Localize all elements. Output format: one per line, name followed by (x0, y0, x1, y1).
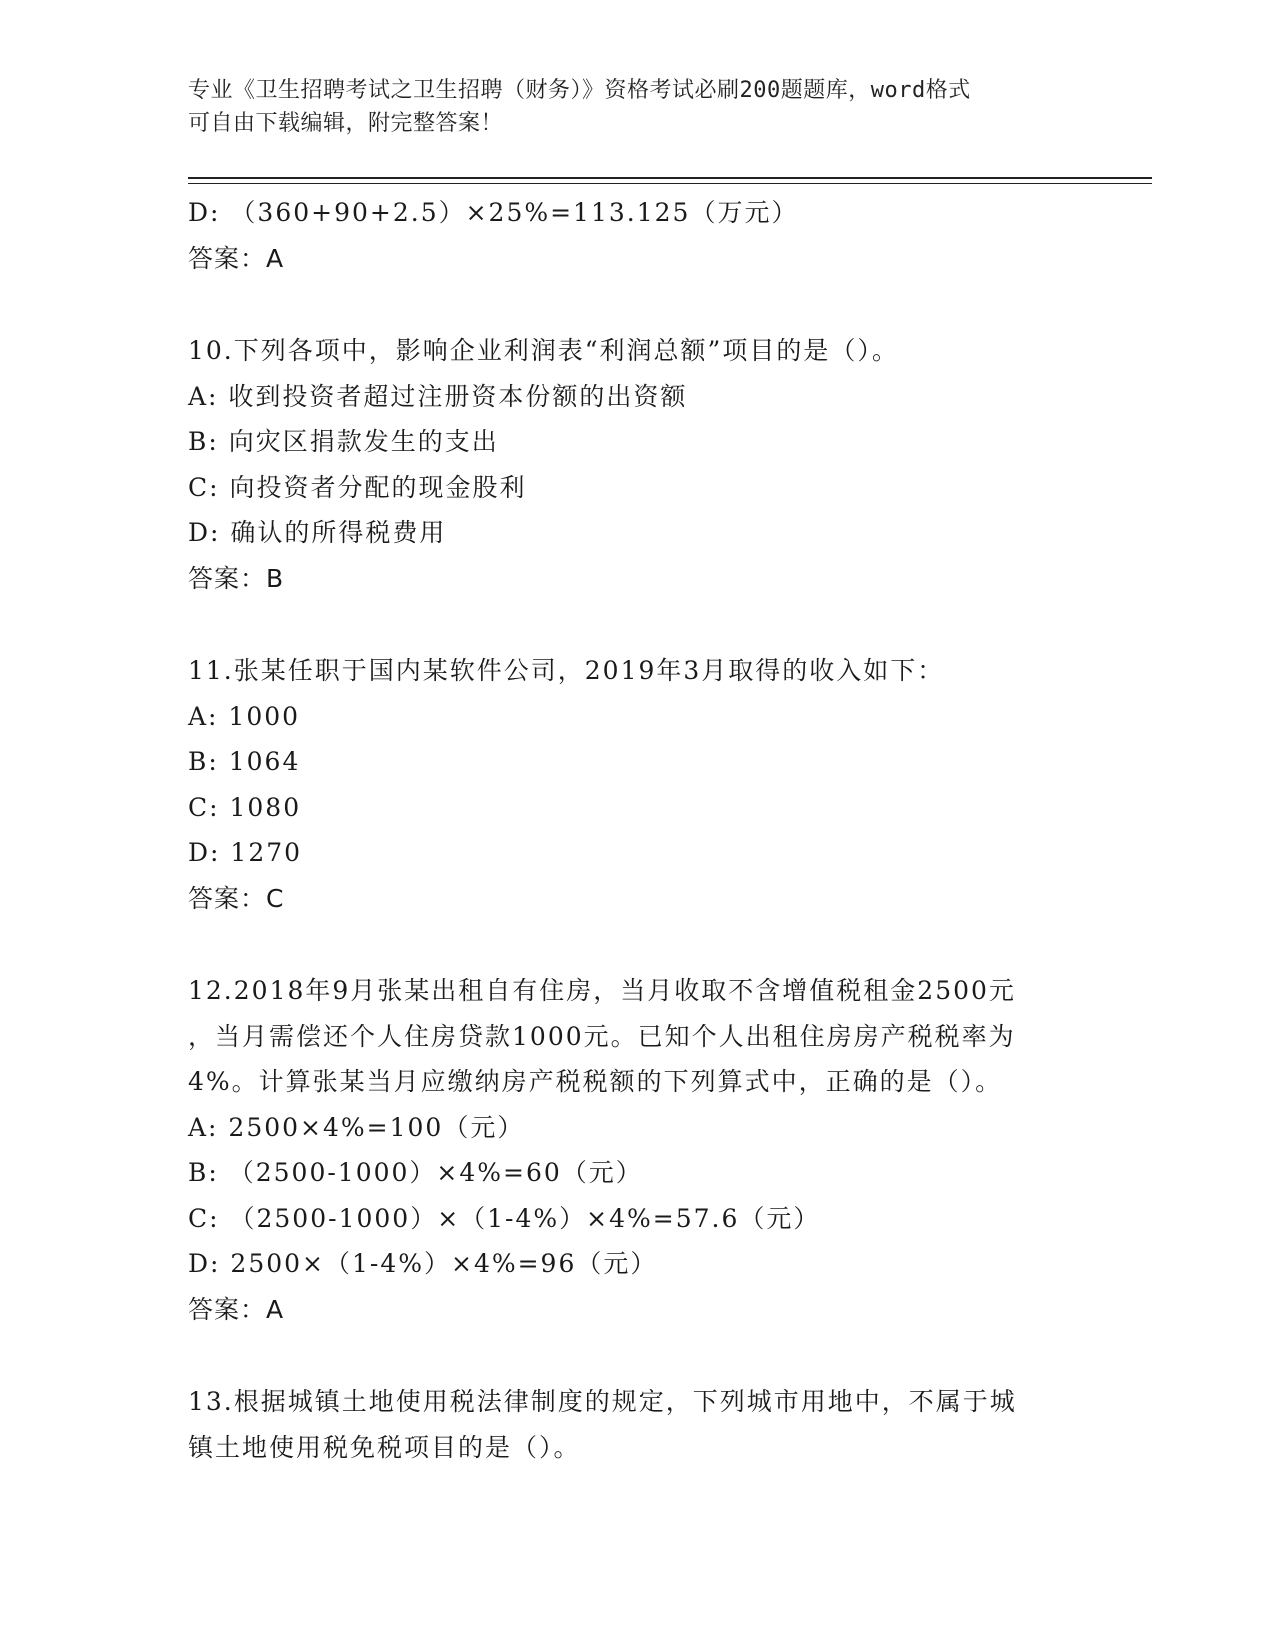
document-body (188, 190, 1128, 1470)
question-9-tail (188, 190, 1128, 281)
question-stem: 12.2018年9月张某出租自有住房，当月收取不含增值税租金2500元 (188, 976, 1016, 1005)
question-stem: 13.根据城镇土地使用税法律制度的规定，下列城市用地中，不属于城 (188, 1387, 1017, 1416)
option-c: C: 1080 (188, 792, 302, 822)
question-13 (188, 1379, 1128, 1470)
answer-line: 答案：C (188, 883, 285, 913)
answer-line: 答案：A (188, 243, 285, 273)
spacer (188, 281, 1128, 328)
option-c: C: 向投资者分配的现金股利 (188, 472, 527, 502)
question-stem: 4%。计算张某当月应缴纳房产税税额的下列算式中，正确的是（）。 (188, 1067, 1003, 1096)
spacer (188, 921, 1128, 968)
header-line-1: 专业《卫生招聘考试之卫生招聘（财务）》资格考试必刷200题题库，word格式 (188, 78, 971, 103)
question-11 (188, 648, 1128, 921)
option-a: A: 收到投资者超过注册资本份额的出资额 (188, 381, 688, 411)
question-10 (188, 328, 1128, 601)
question-12 (188, 968, 1128, 1332)
question-stem: 镇土地使用税免税项目的是（）。 (188, 1432, 581, 1462)
question-stem: ，当月需偿还个人住房贷款1000元。已知个人出租住房房产税税率为 (188, 1021, 1016, 1051)
option-c: C: （2500-1000）×（1-4%）×4%=57.6（元） (188, 1203, 821, 1233)
option-a: A: 1000 (188, 701, 301, 731)
option-a: A: 2500×4%=100（元） (188, 1112, 525, 1142)
option-b: B: 向灾区捐款发生的支出 (188, 427, 499, 456)
option-d: D: （360+90+2.5）×25%=113.125（万元） (188, 198, 799, 227)
question-stem: 10.下列各项中，影响企业利润表“利润总额”项目的是（）。 (188, 336, 899, 365)
option-d: D: 2500×（1-4%）×4%=96（元） (188, 1249, 658, 1278)
option-b: B: 1064 (188, 747, 301, 776)
header-line-2: 可自由下载编辑，附完整答案！ (188, 111, 504, 136)
answer-line: 答案：B (188, 563, 285, 593)
option-b: B: （2500-1000）×4%=60（元） (188, 1158, 643, 1187)
spacer (188, 1332, 1128, 1379)
option-d: D: 1270 (188, 838, 303, 867)
spacer (188, 601, 1128, 648)
header-rule-thick (188, 177, 1152, 179)
header-rule-thin (188, 183, 1152, 184)
option-d: D: 确认的所得税费用 (188, 518, 447, 547)
question-stem: 11.张某任职于国内某软件公司，2019年3月取得的收入如下： (188, 656, 945, 685)
page-header (188, 74, 1068, 140)
answer-line: 答案：A (188, 1294, 285, 1324)
